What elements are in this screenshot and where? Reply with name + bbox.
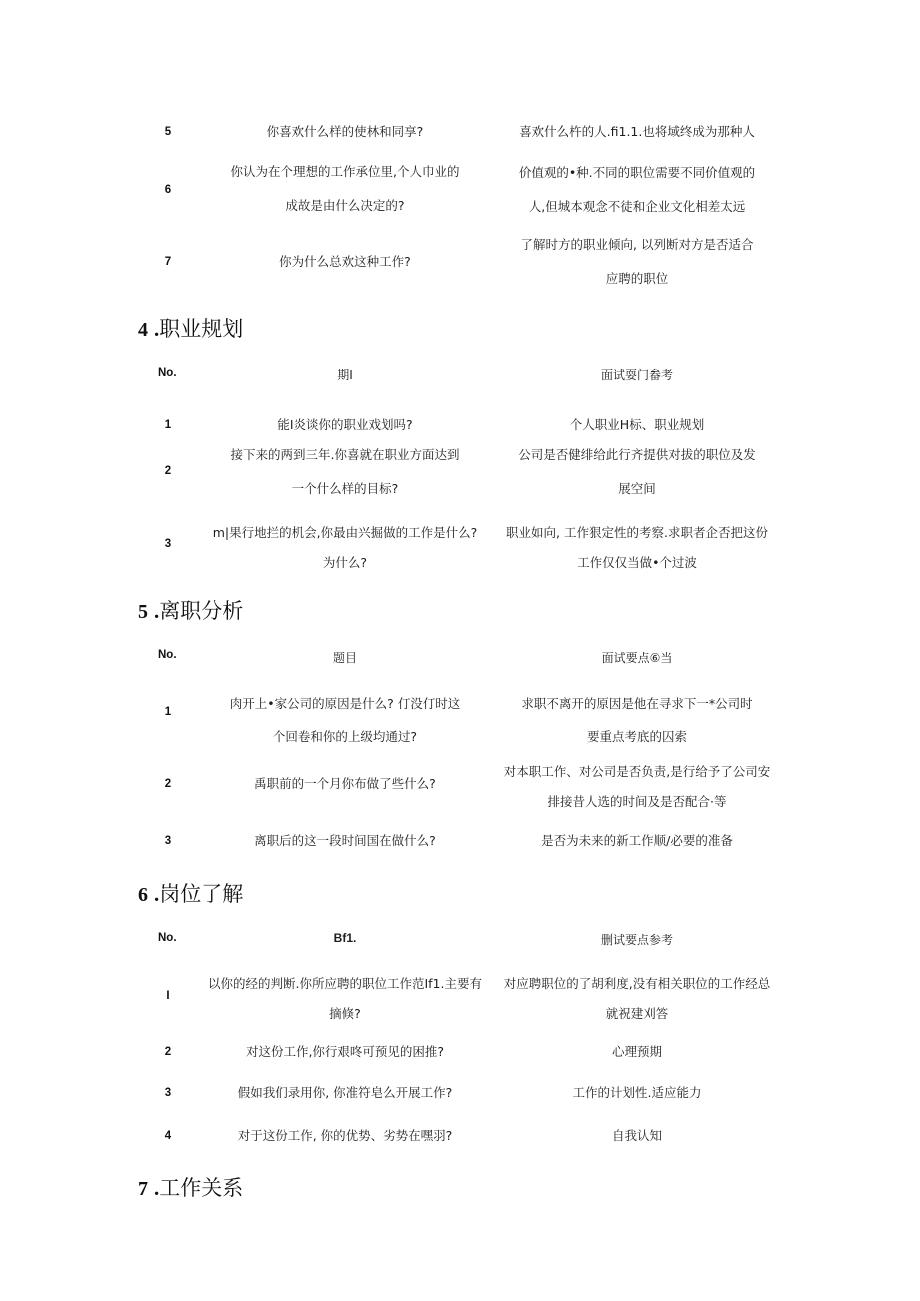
answer-cell: 自我认知 — [611, 1128, 662, 1143]
answer-cell: 求职不离开的原因是他在寻求下一*公司时 — [521, 696, 753, 711]
row-number: I — [166, 990, 170, 1002]
question-cell: 个回卷和你的上级均通过? — [272, 729, 418, 744]
row-number: 3 — [164, 835, 172, 847]
row-number: 2 — [164, 1046, 172, 1058]
question-cell: 成故是由什么决定的? — [285, 198, 405, 213]
row-number: 2 — [164, 778, 172, 790]
row-number: 5 — [164, 126, 172, 138]
answer-cell: 价值观的•种.不同的职位需要不同价值观的 — [518, 165, 756, 180]
answer-cell: 就祝建刈答 — [605, 1006, 669, 1021]
row-number: 6 — [164, 184, 172, 196]
row-number: 4 — [164, 1130, 172, 1142]
question-cell: 离职后的这一段时间国在做什么? — [254, 833, 436, 848]
answer-cell: 心理预期 — [611, 1044, 662, 1059]
section-title: 职业规划 — [159, 317, 244, 341]
answer-cell: 是否为未来的新工作顺/必要的准备 — [541, 833, 733, 848]
question-cell: 你认为在个理想的工作承位里,个人巾业的 — [230, 164, 460, 179]
question-cell: 摘倏? — [329, 1006, 361, 1021]
question-cell: m|果行地拦的机会,你最由兴掘做的工作是什么? — [212, 525, 478, 540]
section-title: 离职分析 — [159, 599, 244, 623]
row-number: 1 — [164, 419, 172, 431]
row-number: 2 — [164, 465, 172, 477]
section-number: 4 — [138, 319, 148, 341]
answer-cell: 对本职工作、对公司是否负责,是行给予了公司安 — [503, 764, 771, 779]
section-title: 岗位了解 — [159, 882, 244, 906]
section-heading: 6 .岗位了解 — [138, 882, 244, 906]
column-header-reference: 删试要点参考 — [600, 933, 673, 947]
column-header-question: 期I — [337, 368, 353, 382]
answer-cell: 工作仅仅当做•个过波 — [577, 555, 697, 570]
section-heading: 4 .职业规划 — [138, 317, 244, 341]
answer-cell: 展空间 — [618, 481, 656, 496]
answer-cell: 职业如向, 工作狠定性的考察.求职者企否把这份 — [506, 525, 768, 540]
answer-cell: 人,但城本观念不徒和企业文化相差太远 — [528, 199, 746, 214]
question-cell: 对于这份工作, 你的优势、劣势在嘿羽? — [237, 1128, 453, 1143]
column-header-no: No. — [158, 932, 177, 944]
column-header-question: Bf1. — [333, 931, 357, 945]
section-number: 6 — [138, 884, 148, 906]
section-number: 7 — [138, 1178, 148, 1200]
answer-cell: 对应聘职位的了胡利度,没有相关职位的工作经总 — [503, 976, 771, 991]
question-cell: 对这份工作,你行艰咚可预见的困推? — [245, 1044, 445, 1059]
question-cell: 一个什么样的目标? — [291, 481, 399, 496]
answer-cell: 应聘的职位 — [605, 271, 669, 286]
section-title: 工作关系 — [159, 1176, 244, 1200]
answer-cell: 公司是否健绯给此行齐提供对拔的职位及发 — [518, 447, 756, 462]
question-cell: 为什么? — [322, 555, 368, 570]
section-heading: 5 .离职分析 — [138, 599, 244, 623]
question-cell: 肉开上•家公司的原因是什么? 仃没仃时这 — [229, 696, 461, 711]
question-cell: 以你的经的判断.你所应聘的职位工作范If1.主要有 — [208, 976, 482, 991]
section-heading: 7 .工作关系 — [138, 1176, 244, 1200]
question-cell: 能I炎谈你的职业戏划吗? — [277, 417, 413, 432]
question-cell: 假如我们录用你, 你准符皂么开展工作? — [237, 1085, 453, 1100]
question-cell: 禹职前的一个月你布做了些什么? — [254, 776, 436, 791]
answer-cell: 个人职业H标、职业规划 — [569, 417, 705, 432]
column-header-reference: 面试耍门畚考 — [600, 368, 673, 382]
answer-cell: 工作的计划性.适应能力 — [572, 1085, 702, 1100]
column-header-reference: 面试要点⑥当 — [601, 651, 673, 665]
question-cell: 你为什么总欢这种工作? — [279, 254, 411, 269]
row-number: 3 — [164, 1087, 172, 1099]
answer-cell: 排接昔人选的时间及是否配合·等 — [547, 794, 727, 809]
answer-cell: 了解时方的职业倾向, 以列断对方是否适合 — [520, 237, 754, 252]
answer-cell: 喜欢什么杵的人.fi1.1.也将域终成为那种人 — [519, 124, 755, 139]
section-number: 5 — [138, 601, 148, 623]
question-cell: 你喜欢什么样的使林和同享? — [266, 124, 424, 139]
question-cell: 接下来的两到三年.你喜就在职业方面达到 — [230, 447, 460, 462]
row-number: 1 — [164, 706, 172, 718]
row-number: 3 — [164, 538, 172, 550]
column-header-no: No. — [158, 367, 177, 379]
answer-cell: 要重点考底的囚索 — [586, 729, 687, 744]
column-header-no: No. — [158, 649, 177, 661]
row-number: 7 — [164, 256, 172, 268]
column-header-question: 题目 — [332, 651, 357, 665]
